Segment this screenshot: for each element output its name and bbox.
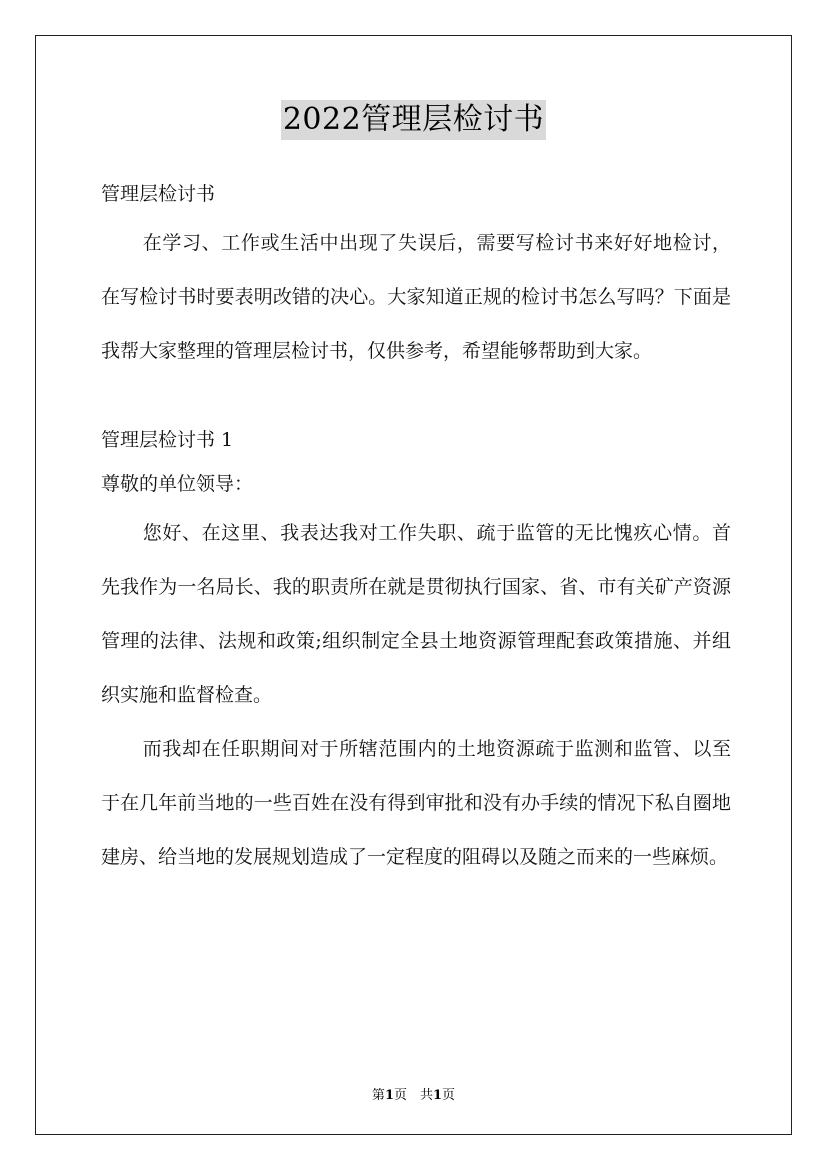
intro-paragraph: 在学习、工作或生活中出现了失误后，需要写检讨书来好好地检讨，在写检讨书时要表明改错的决心。大家知道正规的检讨书怎么写吗？下面是我帮大家整理的管理层检讨书，仅供参考，希望能够帮助到大家。 [101, 232, 731, 362]
page-footer [0, 1084, 827, 1103]
footer-mid: 页 共 [393, 1088, 433, 1103]
subtitle: 管理层检讨书 [101, 183, 216, 205]
document-body [101, 172, 731, 884]
spacer [101, 378, 731, 418]
body-paragraph-2: 而我却在任职期间对于所辖范围内的土地资源疏于监测和监管、以至于在几年前当地的一些百姓在没有得到审批和没有办手续的情况下私自圈地建房、给当地的发展规划造成了一定程度的阻碍以及随之而来的一些麻烦。 [101, 738, 731, 868]
title-container [0, 100, 827, 140]
footer-prefix: 第 [371, 1088, 385, 1103]
footer-suffix: 页 [442, 1088, 456, 1103]
footer-total-pages: 1 [433, 1088, 443, 1103]
document-title: 2022管理层检讨书 [281, 100, 546, 140]
footer-page-number: 1 [384, 1088, 394, 1103]
salutation: 尊敬的单位领导： [101, 473, 254, 495]
body-paragraph-1: 您好、在这里、我表达我对工作失职、疏于监管的无比愧疚心情。首先我作为一名局长、我的职责所在就是贯彻执行国家、省、市有关矿产资源管理的法律、法规和政策;组织制定全县土地资源管理配套政策措施、并组织实施和监督检查。 [101, 522, 731, 706]
section-heading: 管理层检讨书 1 [101, 429, 234, 451]
